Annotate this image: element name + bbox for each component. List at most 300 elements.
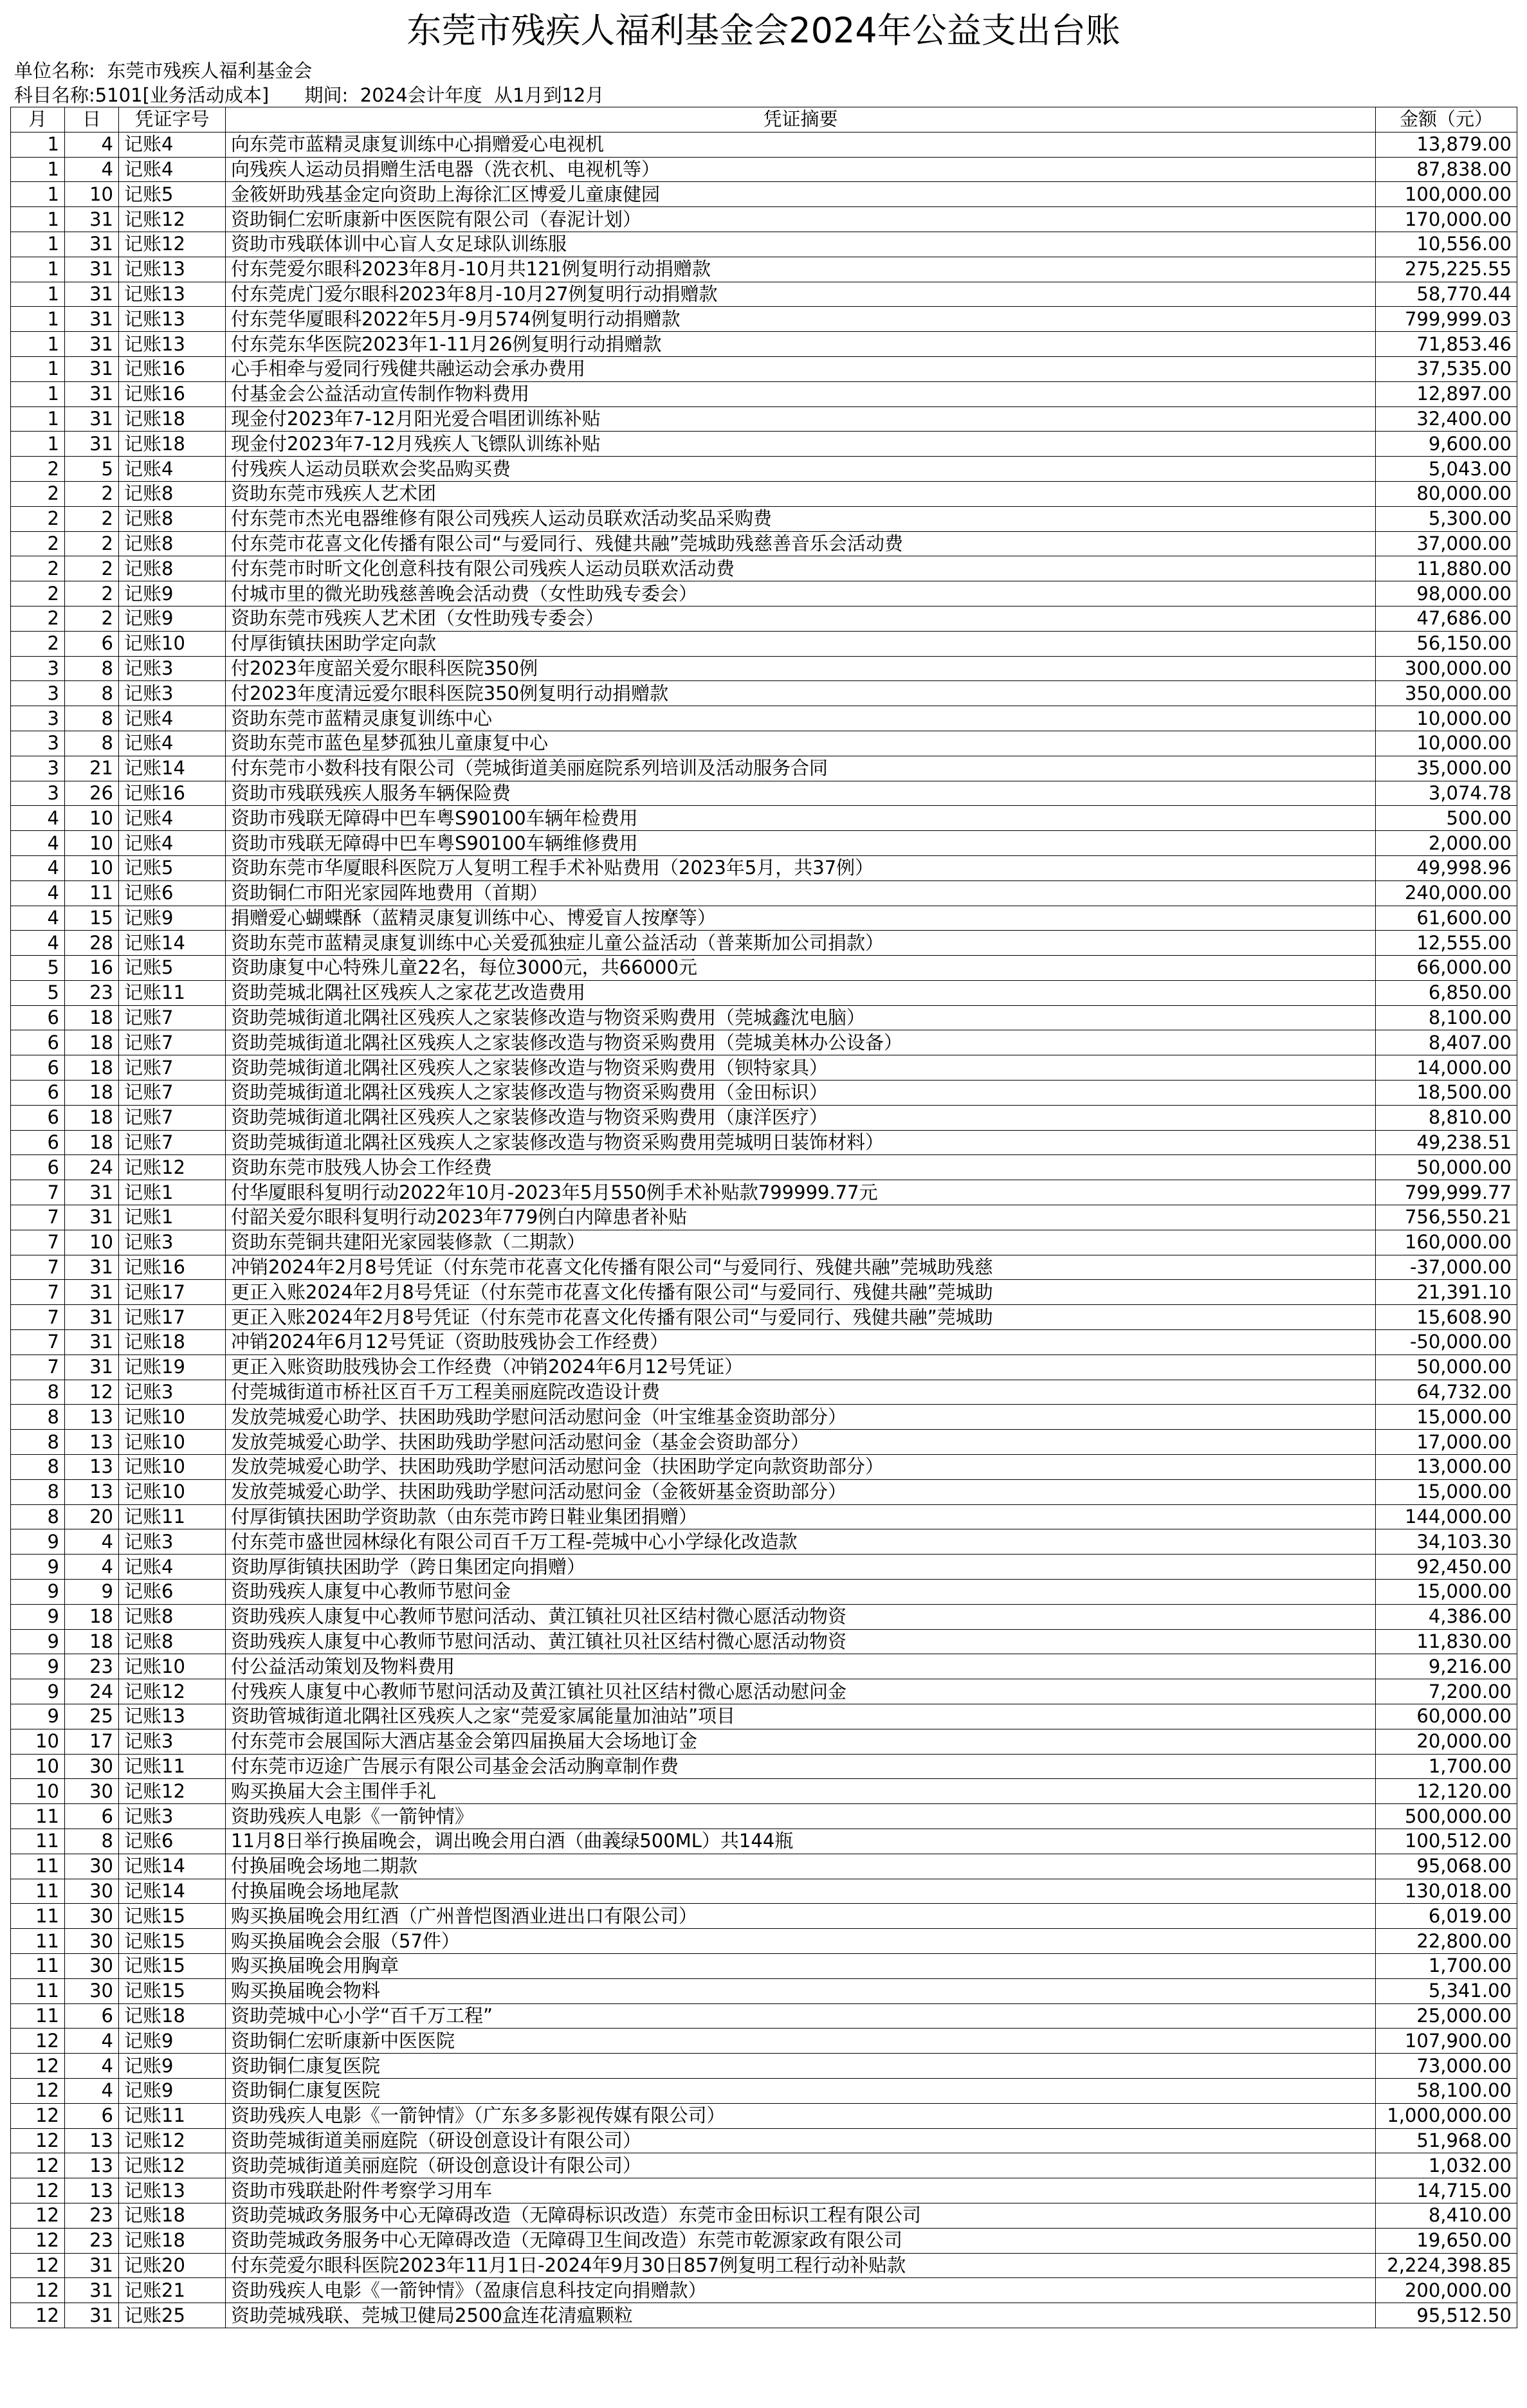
- amount-cell: 12,120.00: [1376, 1779, 1517, 1804]
- amount-cell: 8,407.00: [1376, 1030, 1517, 1055]
- month-cell: 10: [11, 1754, 65, 1779]
- amount-cell: 275,225.55: [1376, 257, 1517, 282]
- table-row: [11, 1953, 1517, 1978]
- voucher-no-cell: 记账7: [119, 1081, 226, 1106]
- table-row: [11, 706, 1517, 731]
- amount-cell: 300,000.00: [1376, 656, 1517, 681]
- month-cell: 1: [11, 232, 65, 257]
- table-row: [11, 1854, 1517, 1879]
- table-row: [11, 2203, 1517, 2228]
- amount-cell: 87,838.00: [1376, 157, 1517, 182]
- voucher-no-cell: 记账10: [119, 1479, 226, 1504]
- amount-cell: 8,410.00: [1376, 2203, 1517, 2228]
- day-cell: 8: [65, 731, 119, 756]
- table-row: [11, 1354, 1517, 1380]
- table-row: [11, 1155, 1517, 1180]
- summary-cell: 资助残疾人康复中心教师节慰问活动、黄江镇社贝社区结村微心愿活动物资: [226, 1629, 1376, 1654]
- summary-cell: 付残疾人运动员联欢会奖品购买费: [226, 457, 1376, 482]
- voucher-no-cell: 记账18: [119, 2003, 226, 2029]
- month-cell: 2: [11, 506, 65, 531]
- summary-cell: 付东莞市迈途广告展示有限公司基金会活动胸章制作费: [226, 1754, 1376, 1779]
- table-row: [11, 2054, 1517, 2079]
- amount-cell: 8,100.00: [1376, 1005, 1517, 1030]
- amount-cell: 37,000.00: [1376, 531, 1517, 556]
- table-row: [11, 2153, 1517, 2178]
- summary-cell: 发放莞城爱心助学、扶困助残助学慰问活动慰问金（叶宝维基金资助部分）: [226, 1405, 1376, 1430]
- summary-cell: 资助市残联无障碍中巴车粤S90100车辆维修费用: [226, 831, 1376, 856]
- day-cell: 31: [65, 232, 119, 257]
- day-cell: 8: [65, 706, 119, 731]
- table-row: [11, 1629, 1517, 1654]
- month-cell: 1: [11, 282, 65, 307]
- voucher-no-cell: 记账9: [119, 581, 226, 607]
- day-cell: 31: [65, 1305, 119, 1330]
- table-row: [11, 1604, 1517, 1629]
- summary-cell: 现金付2023年7-12月阳光爱合唱团训练补贴: [226, 406, 1376, 432]
- amount-cell: 15,000.00: [1376, 1405, 1517, 1430]
- table-row: [11, 1729, 1517, 1754]
- table-row: [11, 2078, 1517, 2103]
- table-row: [11, 481, 1517, 506]
- summary-cell: 付东莞市杰光电器维修有限公司残疾人运动员联欢活动奖品采购费: [226, 506, 1376, 531]
- table-row: [11, 2278, 1517, 2303]
- day-cell: 13: [65, 2128, 119, 2153]
- table-row: [11, 1405, 1517, 1430]
- table-row: [11, 1305, 1517, 1330]
- summary-cell: 资助莞城街道北隅社区残疾人之家装修改造与物资采购费用（钡特家具）: [226, 1055, 1376, 1081]
- amount-cell: 32,400.00: [1376, 406, 1517, 432]
- amount-cell: 7,200.00: [1376, 1679, 1517, 1704]
- summary-cell: 资助莞城政务服务中心无障碍改造（无障碍标识改造）东莞市金田标识工程有限公司: [226, 2203, 1376, 2228]
- voucher-no-cell: 记账4: [119, 132, 226, 157]
- voucher-no-cell: 记账6: [119, 1580, 226, 1605]
- voucher-no-cell: 记账18: [119, 2228, 226, 2253]
- summary-cell: 付东莞市小数科技有限公司（莞城街道美丽庭院系列培训及活动服务合同: [226, 756, 1376, 781]
- month-cell: 5: [11, 956, 65, 981]
- amount-cell: 18,500.00: [1376, 1081, 1517, 1106]
- ledger-body: [11, 132, 1517, 2328]
- amount-cell: 107,900.00: [1376, 2029, 1517, 2054]
- amount-cell: -37,000.00: [1376, 1255, 1517, 1280]
- summary-cell: 资助铜仁市阳光家园阵地费用（首期）: [226, 880, 1376, 906]
- table-row: [11, 232, 1517, 257]
- voucher-no-cell: 记账7: [119, 1130, 226, 1155]
- voucher-no-cell: 记账10: [119, 1430, 226, 1455]
- day-cell: 23: [65, 980, 119, 1005]
- day-cell: 31: [65, 332, 119, 357]
- voucher-no-cell: 记账14: [119, 1879, 226, 1904]
- amount-cell: 5,300.00: [1376, 506, 1517, 531]
- month-cell: 3: [11, 731, 65, 756]
- day-cell: 31: [65, 406, 119, 432]
- table-row: [11, 2228, 1517, 2253]
- day-cell: 31: [65, 1205, 119, 1230]
- voucher-no-cell: 记账11: [119, 980, 226, 1005]
- table-row: [11, 2103, 1517, 2128]
- table-row: [11, 1430, 1517, 1455]
- summary-cell: 付华厦眼科复明行动2022年10月-2023年5月550例手术补贴款799999.77元: [226, 1180, 1376, 1205]
- voucher-no-cell: 记账8: [119, 1604, 226, 1629]
- day-cell: 30: [65, 1929, 119, 1954]
- month-cell: 4: [11, 931, 65, 956]
- month-cell: 6: [11, 1155, 65, 1180]
- month-cell: 9: [11, 1580, 65, 1605]
- summary-cell: 资助莞城街道北隅社区残疾人之家装修改造与物资采购费用（莞城美林办公设备）: [226, 1030, 1376, 1055]
- amount-cell: 5,341.00: [1376, 1978, 1517, 2003]
- table-row: [11, 1030, 1517, 1055]
- amount-cell: 9,600.00: [1376, 432, 1517, 457]
- voucher-no-cell: 记账12: [119, 1679, 226, 1704]
- voucher-no-cell: 记账4: [119, 157, 226, 182]
- voucher-no-cell: 记账8: [119, 1629, 226, 1654]
- voucher-no-cell: 记账8: [119, 556, 226, 581]
- voucher-no-cell: 记账17: [119, 1305, 226, 1330]
- summary-cell: 资助莞城政务服务中心无障碍改造（无障碍卫生间改造）东莞市乾源家政有限公司: [226, 2228, 1376, 2253]
- voucher-no-cell: 记账4: [119, 706, 226, 731]
- summary-cell: 购买换届晚会用胸章: [226, 1953, 1376, 1978]
- voucher-no-cell: 记账13: [119, 2178, 226, 2203]
- day-cell: 30: [65, 1904, 119, 1929]
- summary-cell: 冲销2024年2月8号凭证（付东莞市花喜文化传播有限公司“与爱同行、残健共融”莞城助残慈: [226, 1255, 1376, 1280]
- table-row: [11, 1779, 1517, 1804]
- summary-cell: 付东莞爱尔眼科2023年8月-10月共121例复明行动捐赠款: [226, 257, 1376, 282]
- summary-cell: 心手相牵与爱同行残健共融运动会承办费用: [226, 356, 1376, 381]
- month-cell: 12: [11, 2054, 65, 2079]
- month-cell: 11: [11, 1978, 65, 2003]
- amount-cell: 10,556.00: [1376, 232, 1517, 257]
- amount-cell: 80,000.00: [1376, 481, 1517, 506]
- voucher-no-cell: 记账3: [119, 1529, 226, 1555]
- amount-cell: -50,000.00: [1376, 1330, 1517, 1355]
- voucher-no-cell: 记账12: [119, 232, 226, 257]
- day-cell: 31: [65, 1180, 119, 1205]
- table-row: [11, 332, 1517, 357]
- summary-cell: 付东莞东华医院2023年1-11月26例复明行动捐赠款: [226, 332, 1376, 357]
- table-row: [11, 1230, 1517, 1255]
- summary-cell: 付东莞爱尔眼科医院2023年11月1日-2024年9月30日857例复明工程行动补贴款: [226, 2253, 1376, 2278]
- voucher-no-cell: 记账7: [119, 1030, 226, 1055]
- amount-cell: 100,512.00: [1376, 1829, 1517, 1854]
- day-cell: 26: [65, 781, 119, 806]
- amount-cell: 56,150.00: [1376, 631, 1517, 656]
- table-row: [11, 956, 1517, 981]
- day-cell: 18: [65, 1130, 119, 1155]
- month-cell: 11: [11, 1904, 65, 1929]
- summary-cell: 付厚街镇扶困助学定向款: [226, 631, 1376, 656]
- amount-cell: 13,879.00: [1376, 132, 1517, 157]
- day-cell: 9: [65, 1580, 119, 1605]
- day-cell: 18: [65, 1055, 119, 1081]
- month-cell: 12: [11, 2278, 65, 2303]
- day-cell: 13: [65, 1455, 119, 1480]
- voucher-no-cell: 记账17: [119, 1280, 226, 1305]
- month-cell: 1: [11, 207, 65, 232]
- day-cell: 4: [65, 157, 119, 182]
- day-cell: 2: [65, 506, 119, 531]
- voucher-no-cell: 记账11: [119, 1504, 226, 1529]
- summary-cell: 更正入账2024年2月8号凭证（付东莞市花喜文化传播有限公司“与爱同行、残健共融”莞城助: [226, 1305, 1376, 1330]
- day-cell: 20: [65, 1504, 119, 1529]
- summary-cell: 资助康复中心特殊儿童22名，每位3000元，共66000元: [226, 956, 1376, 981]
- summary-cell: 付东莞市会展国际大酒店基金会第四届换届大会场地订金: [226, 1729, 1376, 1754]
- amount-cell: 58,770.44: [1376, 282, 1517, 307]
- header-day: 日: [65, 107, 119, 132]
- day-cell: 30: [65, 1978, 119, 2003]
- day-cell: 23: [65, 2203, 119, 2228]
- table-row: [11, 356, 1517, 381]
- page-title: 东莞市残疾人福利基金会2024年公益支出台账: [407, 10, 1120, 51]
- month-cell: 11: [11, 1829, 65, 1854]
- voucher-no-cell: 记账4: [119, 457, 226, 482]
- amount-cell: 2,224,398.85: [1376, 2253, 1517, 2278]
- table-row: [11, 1255, 1517, 1280]
- day-cell: 25: [65, 1704, 119, 1729]
- table-row: [11, 1580, 1517, 1605]
- month-cell: 12: [11, 2029, 65, 2054]
- day-cell: 18: [65, 1105, 119, 1130]
- voucher-no-cell: 记账10: [119, 1455, 226, 1480]
- voucher-no-cell: 记账3: [119, 1729, 226, 1754]
- month-cell: 1: [11, 307, 65, 332]
- voucher-no-cell: 记账10: [119, 1405, 226, 1430]
- voucher-no-cell: 记账15: [119, 1904, 226, 1929]
- table-row: [11, 182, 1517, 207]
- amount-cell: 6,019.00: [1376, 1904, 1517, 1929]
- summary-cell: 发放莞城爱心助学、扶困助残助学慰问活动慰问金（金筱妍基金资助部分）: [226, 1479, 1376, 1504]
- table-row: [11, 1904, 1517, 1929]
- day-cell: 31: [65, 282, 119, 307]
- table-row: [11, 806, 1517, 831]
- amount-cell: 35,000.00: [1376, 756, 1517, 781]
- table-row: [11, 855, 1517, 880]
- summary-cell: 更正入账资助肢残协会工作经费（冲销2024年6月12号凭证）: [226, 1354, 1376, 1380]
- summary-cell: 资助市残联体训中心盲人女足球队训练服: [226, 232, 1376, 257]
- table-row: [11, 307, 1517, 332]
- voucher-no-cell: 记账9: [119, 2029, 226, 2054]
- day-cell: 10: [65, 831, 119, 856]
- amount-cell: 22,800.00: [1376, 1929, 1517, 1954]
- month-cell: 7: [11, 1354, 65, 1380]
- table-row: [11, 1330, 1517, 1355]
- voucher-no-cell: 记账6: [119, 880, 226, 906]
- table-row: [11, 157, 1517, 182]
- month-cell: 7: [11, 1305, 65, 1330]
- amount-cell: 500.00: [1376, 806, 1517, 831]
- table-row: [11, 556, 1517, 581]
- amount-cell: 49,238.51: [1376, 1130, 1517, 1155]
- amount-cell: 25,000.00: [1376, 2003, 1517, 2029]
- summary-cell: 资助莞城街道美丽庭院（研设创意设计有限公司）: [226, 2153, 1376, 2178]
- table-row: [11, 1380, 1517, 1405]
- header-summary: 凭证摘要: [226, 107, 1376, 132]
- amount-cell: 500,000.00: [1376, 1804, 1517, 1829]
- amount-cell: 10,000.00: [1376, 706, 1517, 731]
- table-row: [11, 2253, 1517, 2278]
- day-cell: 24: [65, 1679, 119, 1704]
- voucher-no-cell: 记账8: [119, 506, 226, 531]
- voucher-no-cell: 记账25: [119, 2303, 226, 2328]
- table-row: [11, 1804, 1517, 1829]
- voucher-no-cell: 记账5: [119, 956, 226, 981]
- month-cell: 11: [11, 1929, 65, 1954]
- table-row: [11, 1280, 1517, 1305]
- summary-cell: 付换届晚会场地二期款: [226, 1854, 1376, 1879]
- table-row: [11, 980, 1517, 1005]
- day-cell: 4: [65, 132, 119, 157]
- month-cell: 3: [11, 656, 65, 681]
- month-cell: 4: [11, 831, 65, 856]
- day-cell: 4: [65, 2078, 119, 2103]
- month-cell: 6: [11, 1081, 65, 1106]
- voucher-no-cell: 记账15: [119, 1953, 226, 1978]
- summary-cell: 付莞城街道市桥社区百千万工程美丽庭院改造设计费: [226, 1380, 1376, 1405]
- month-cell: 2: [11, 481, 65, 506]
- day-cell: 30: [65, 1779, 119, 1804]
- summary-cell: 发放莞城爱心助学、扶困助残助学慰问活动慰问金（扶困助学定向款资助部分）: [226, 1455, 1376, 1480]
- header-row: [11, 107, 1517, 132]
- month-cell: 11: [11, 1879, 65, 1904]
- period-value: 2024会计年度 从1月到12月: [360, 84, 605, 106]
- day-cell: 8: [65, 656, 119, 681]
- amount-cell: 60,000.00: [1376, 1704, 1517, 1729]
- table-row: [11, 2029, 1517, 2054]
- month-cell: 4: [11, 855, 65, 880]
- month-cell: 1: [11, 257, 65, 282]
- summary-cell: 资助莞城北隅社区残疾人之家花艺改造费用: [226, 980, 1376, 1005]
- table-row: [11, 381, 1517, 406]
- summary-cell: 资助莞城街道美丽庭院（研设创意设计有限公司）: [226, 2128, 1376, 2153]
- month-cell: 12: [11, 2303, 65, 2328]
- month-cell: 10: [11, 1779, 65, 1804]
- day-cell: 10: [65, 855, 119, 880]
- summary-cell: 资助东莞市华厦眼科医院万人复明工程手术补贴费用（2023年5月，共37例）: [226, 855, 1376, 880]
- day-cell: 2: [65, 531, 119, 556]
- voucher-no-cell: 记账12: [119, 1779, 226, 1804]
- month-cell: 6: [11, 1055, 65, 1081]
- voucher-no-cell: 记账16: [119, 356, 226, 381]
- voucher-no-cell: 记账9: [119, 2078, 226, 2103]
- summary-cell: 资助莞城残联、莞城卫健局2500盒连花清瘟颗粒: [226, 2303, 1376, 2328]
- table-row: [11, 2178, 1517, 2203]
- summary-cell: 资助铜仁康复医院: [226, 2054, 1376, 2079]
- summary-cell: 资助莞城街道北隅社区残疾人之家装修改造与物资采购费用（莞城鑫沈电脑）: [226, 1005, 1376, 1030]
- day-cell: 10: [65, 1230, 119, 1255]
- amount-cell: 170,000.00: [1376, 207, 1517, 232]
- amount-cell: 50,000.00: [1376, 1354, 1517, 1380]
- amount-cell: 1,700.00: [1376, 1953, 1517, 1978]
- month-cell: 9: [11, 1555, 65, 1580]
- summary-cell: 付换届晚会场地尾款: [226, 1879, 1376, 1904]
- table-row: [11, 2003, 1517, 2029]
- amount-cell: 12,555.00: [1376, 931, 1517, 956]
- day-cell: 13: [65, 1405, 119, 1430]
- day-cell: 31: [65, 207, 119, 232]
- voucher-no-cell: 记账3: [119, 1230, 226, 1255]
- summary-cell: 付厚街镇扶困助学资助款（由东莞市跨日鞋业集团捐赠）: [226, 1504, 1376, 1529]
- month-cell: 2: [11, 581, 65, 607]
- month-cell: 8: [11, 1455, 65, 1480]
- summary-cell: 资助东莞市残疾人艺术团（女性助残专委会）: [226, 606, 1376, 631]
- month-cell: 6: [11, 1030, 65, 1055]
- summary-cell: 付公益活动策划及物料费用: [226, 1654, 1376, 1679]
- day-cell: 4: [65, 2029, 119, 2054]
- day-cell: 18: [65, 1629, 119, 1654]
- table-row: [11, 506, 1517, 531]
- amount-cell: 15,000.00: [1376, 1580, 1517, 1605]
- voucher-no-cell: 记账3: [119, 1380, 226, 1405]
- table-row: [11, 1055, 1517, 1081]
- subject-line: [14, 84, 604, 107]
- amount-cell: 95,068.00: [1376, 1854, 1517, 1879]
- amount-cell: 66,000.00: [1376, 956, 1517, 981]
- month-cell: 12: [11, 2178, 65, 2203]
- voucher-no-cell: 记账11: [119, 2103, 226, 2128]
- voucher-no-cell: 记账9: [119, 606, 226, 631]
- amount-cell: 61,600.00: [1376, 906, 1517, 931]
- month-cell: 7: [11, 1180, 65, 1205]
- summary-cell: 付2023年度韶关爱尔眼科医院350例: [226, 656, 1376, 681]
- month-cell: 2: [11, 606, 65, 631]
- amount-cell: 100,000.00: [1376, 182, 1517, 207]
- voucher-no-cell: 记账4: [119, 1555, 226, 1580]
- amount-cell: 64,732.00: [1376, 1380, 1517, 1405]
- table-row: [11, 1005, 1517, 1030]
- amount-cell: 1,000,000.00: [1376, 2103, 1517, 2128]
- month-cell: 1: [11, 182, 65, 207]
- month-cell: 1: [11, 332, 65, 357]
- amount-cell: 17,000.00: [1376, 1430, 1517, 1455]
- month-cell: 10: [11, 1729, 65, 1754]
- amount-cell: 1,032.00: [1376, 2153, 1517, 2178]
- voucher-no-cell: 记账20: [119, 2253, 226, 2278]
- voucher-no-cell: 记账4: [119, 831, 226, 856]
- table-row: [11, 731, 1517, 756]
- summary-cell: 资助残疾人电影《一箭钟情》（广东多多影视传媒有限公司）: [226, 2103, 1376, 2128]
- amount-cell: 8,810.00: [1376, 1105, 1517, 1130]
- day-cell: 18: [65, 1030, 119, 1055]
- day-cell: 18: [65, 1081, 119, 1106]
- month-cell: 8: [11, 1405, 65, 1430]
- day-cell: 6: [65, 1804, 119, 1829]
- amount-cell: 200,000.00: [1376, 2278, 1517, 2303]
- amount-cell: 19,650.00: [1376, 2228, 1517, 2253]
- voucher-no-cell: 记账7: [119, 1105, 226, 1130]
- voucher-no-cell: 记账10: [119, 1654, 226, 1679]
- summary-cell: 资助残疾人康复中心教师节慰问金: [226, 1580, 1376, 1605]
- day-cell: 12: [65, 1380, 119, 1405]
- amount-cell: 799,999.03: [1376, 307, 1517, 332]
- summary-cell: 资助莞城街道北隅社区残疾人之家装修改造与物资采购费用莞城明日装饰材料）: [226, 1130, 1376, 1155]
- summary-cell: 资助厚街镇扶困助学（跨日集团定向捐赠）: [226, 1555, 1376, 1580]
- day-cell: 4: [65, 1529, 119, 1555]
- amount-cell: 95,512.50: [1376, 2303, 1517, 2328]
- summary-cell: 资助东莞铜共建阳光家园装修款（二期款）: [226, 1230, 1376, 1255]
- summary-cell: 向东莞市蓝精灵康复训练中心捐赠爱心电视机: [226, 132, 1376, 157]
- voucher-no-cell: 记账12: [119, 2128, 226, 2153]
- summary-cell: 资助残疾人康复中心教师节慰问活动、黄江镇社贝社区结村微心愿活动物资: [226, 1604, 1376, 1629]
- amount-cell: 10,000.00: [1376, 731, 1517, 756]
- summary-cell: 冲销2024年6月12号凭证（资助肢残协会工作经费）: [226, 1330, 1376, 1355]
- month-cell: 1: [11, 157, 65, 182]
- table-row: [11, 781, 1517, 806]
- amount-cell: 98,000.00: [1376, 581, 1517, 607]
- voucher-no-cell: 记账3: [119, 681, 226, 706]
- summary-cell: 资助莞城街道北隅社区残疾人之家装修改造与物资采购费用（康洋医疗）: [226, 1105, 1376, 1130]
- month-cell: 11: [11, 2003, 65, 2029]
- month-cell: 7: [11, 1205, 65, 1230]
- voucher-no-cell: 记账13: [119, 257, 226, 282]
- amount-cell: 49,998.96: [1376, 855, 1517, 880]
